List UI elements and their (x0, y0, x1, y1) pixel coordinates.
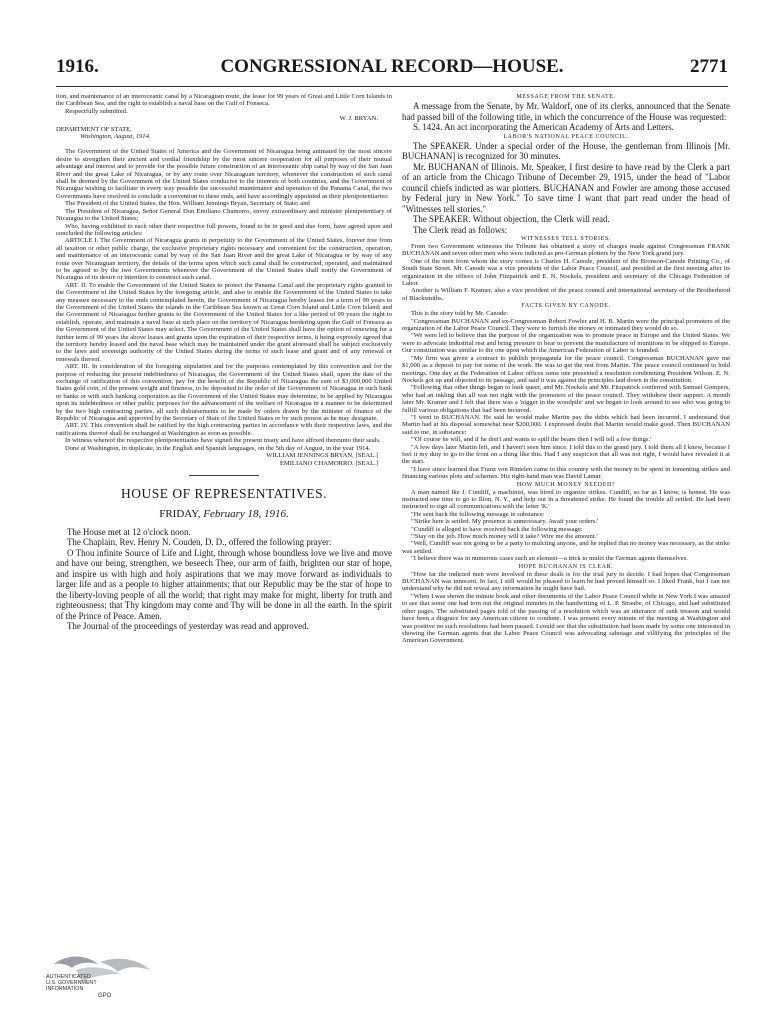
right-column (402, 93, 730, 963)
year: 1916. (56, 56, 99, 77)
facts-paragraph: "Following that other things began to look queer, and Mr. Nockels and Mr. Fitzpatrick conferred with Samuel Gompers, who had an inkling that all was not right with the promoters of the peace council. They withdrew their support. A month later Mr. Kramer and I felt that there was a 'nigger in the woodpile' and we began to look around to see who was going to fulfill various obligations that had been incurred. (402, 384, 730, 414)
heading-facts: FACTS GIVEN BY CANODE. (521, 303, 611, 310)
header-rule (56, 86, 728, 87)
treaty-paragraph: The President of Nicaragua, Señor General Don Emiliano Chamorro, envoy extraordinary and minister plenipotentiary of Nicaragua to the United States; (56, 207, 392, 223)
buchanan-statement: Mr. BUCHANAN of Illinois. Mr. Speaker, I first desire to have read by the Clerk a part of an article from the Chicago Tribune of December 29, 1915, under the head of "Labor council chiefs indicted as war plotters. BUCHANAN and Fowler are among those accused by Federal jury in New York." To save time I want that part read under the head of "Witnesses tell stories." (402, 161, 730, 214)
money-paragraph: "I believe there was in numerous cases such an element—a trick to mulct the German agents themselves. (411, 555, 688, 563)
running-head (56, 56, 728, 86)
facts-paragraph: "We were led to believe that the purpose of the organization was to promote peace in Europe and the United States. We were to advocate industrial rest and bring pressure to bear to prevent the manufacture of munitions to be shipped to Europe. Our constitution was similar to the one upon which the American Federation of Labor is founded. (402, 332, 730, 355)
signatures (56, 452, 392, 467)
section-divider (189, 475, 259, 476)
heading-labor-council: LABOR'S NATIONAL PEACE COUNCIL. (503, 133, 629, 140)
session-date-text: February 18, 1916. (203, 507, 289, 520)
department-date: Washington, August, 1914. (80, 133, 151, 141)
left-column (56, 93, 392, 963)
page-title: CONGRESSIONAL RECORD—HOUSE. (220, 56, 564, 77)
gpo-text (46, 974, 111, 999)
gpo-text-line: U.S. GOVERNMENT (46, 980, 97, 987)
speaker-objection: The SPEAKER. Without objection, the Clerk will read. (413, 214, 610, 224)
signature-chamorro: EMILIANO CHAMORRO. [SEAL.] (279, 459, 378, 467)
session-day: FRIDAY, (159, 507, 201, 520)
treaty-paragraph: The President of the United States, the Hon. William Jennings Bryan, Secretary of State; and (65, 200, 310, 208)
facts-paragraph: "I went to BUCHANAN. He said he would make Martin pay the debts which had been incurred. I understand that Martin had at his disposal somewhat near $200,000. I expressed doubt that Martin would make good. Then BUCHANAN said to me, in substance: (402, 413, 730, 436)
heading-clear: HOPE BUCHANAN IS CLEAR. (518, 563, 614, 570)
facts-paragraph: "'Of course he will, and if he don't and wants to spill the beans then I will tell a few things.' (411, 436, 652, 444)
session-date (56, 508, 392, 520)
signature-bryan: WILLIAM JENNINGS BRYAN, [SEAL.] (266, 452, 378, 460)
money-paragraph: "'Strike here is settled. My presence is unnecessary. Await your orders.' (411, 518, 599, 526)
money-paragraph: A man named Ike J. Cundiff, a machinist, was hired to organize strikes. Cundiff, so far as I know, is honest. He was instructed one time to go to Ilion, N. Y., and help out in a threatened strike. He found the trouble all settled. He had been instructed to sign all communications with the letter 'K.' (402, 488, 730, 511)
gpo-authentication-seal (46, 952, 166, 1016)
treaty-paragraph: Who, having exhibited to each other their respective full powers, found to be in good and due form, have agreed upon and concluded the following articles: (56, 222, 392, 237)
facts-paragraph: "I have since learned that Franz von Rintelen came to this country with the money to be spent in fomenting strikes and financing various plots and schemes. His right-hand man was David Lamar. (402, 465, 730, 481)
treaty-paragraph: The Government of the United States of America and the Government of Nicaragua being animated by the most sincere desire to strengthen their ancient and cordial friendship by the most sincere cooperation for all purposes of their mutual advantage and interest and to provide for the possible future construction of an interoceanic ship canal by way of the San Juan River and the great Lake of Nicaragua, or by any route over Nicaraguan territory, whenever the construction of such canal shall be deemed by the Government of the United States conducive to the interests of both countries, and the Government of Nicaragua wishing to facilitate in every way possible the successful maintenance and operation of the Panama Canal, the two Governments have resolved to conclude a convention to these ends, and have accordingly appointed as their plenipotentiaries: (56, 148, 392, 200)
money-paragraph: "'Stay on the job. How much money will it take? Wire me the amount.' (411, 533, 598, 541)
clear-paragraph: "When I was shown the minute book and other documents of the Labor Peace Council while in New York I was amazed to see that some one had torn out the original minutes in the handwriting of L. P. Straube, of Chicago, and had substituted other pages. The substituted pages told of the passing of a resolution which was an utterance of rank treason and would have been a disgrace for any American citizen to condone. I was present every minute of the meeting at Washington and was positive no such resolutions had been passed. I could see that the substitution had been made by some one interested in showing the German agents that the Labor Peace Council was advocating sabotage and villifying the principles of the American Government. (402, 592, 730, 645)
treaty-paragraph: In witness whereof the respective plenipotentiaries have signed the present treaty and have affixed thereunto their seals. (65, 437, 381, 445)
signer: W. J. BRYAN. (339, 115, 378, 123)
facts-paragraph: "Congressman BUCHANAN and ex-Congressman Robert Fowler and H. B. Martin were the principal promoters of the organization of the Labor Peace Council. They were to furnish the money or intimated they would do so. (402, 317, 730, 333)
facts-paragraph: "My firm was given a contract to publish propaganda for the peace council. Congressman BUCHANAN gave me $1,000 as a deposit to pay for some of the work. He was to get the rest from Martin. The peace council continued to hold meetings. One day at the Federation of Labor offices some one presented a resolution condemning President Wilson. E. N. Nockels got up and objected to its passage, and said it was against the principles laid down in the constitution. (402, 354, 730, 384)
speaker-recognition: The SPEAKER. Under a special order of the House, the gentleman from Illinois [Mr. BUCHANAN] is recognized for 30 minutes. (402, 140, 730, 161)
treaty-article-3: ART. III. In consideration of the foregoing stipulation and for the purposes contemplated by this convention and for the purpose of reducing the present indebtedness of Nicaragua, the Government of the United States shall, upon the date of the exchange of ratification of this convention, pay for the benefit of the Republic of Nicaragua the sum of $3,000,000 United States gold coin, of the present weight and fineness, to be deposited to the order of the Government of Nicaragua in such bank or banks or with such banking corporation as the Government of the United States may determine, to be applied by Nicaragua upon its indebtedness or other public purposes for the advancement of the welfare of Nicaragua in a manner to be determined by the two high contracting parties, all such disbursements to be made by orders drawn by the minister of finance of the Republic of Nicaragua and approved by the Secretary of State of the United States or by such person as he may designate. (56, 363, 392, 423)
heading-money: HOW MUCH MONEY NEEDED? (516, 481, 616, 488)
heading-senate-message: MESSAGE FROM THE SENATE. (516, 94, 616, 100)
treaty-article-2: ART. II. To enable the Government of the United States to protect the Panama Canal and the proprietary rights granted to the Government of the United States by the foregoing article, and also to enable the Government of the United States to take any measure necessary to the ends contemplated herein, the Government of Nicaragua hereby leases for a term of 99 years to the Government of the United States the islands in the Caribbean Sea known as Great Corn Island and Little Corn Island; and the Government of Nicaragua further grants to the Government of the United States for a like period of 99 years the right to establish, operate, and maintain a naval base at such place on the territory of Nicaragua bordering upon the Gulf of Fonseca as the Government of the United States may select. The Government of the United States shall have the option of renewing for a further term of 99 years the above leases and grants upon the expiration of their respective terms, it being expressly agreed that the territory hereby leased and the naval base which may be maintained under the grant aforesaid shall be subject exclusively to the laws and sovereign authority of the United States during the terms of such lease and grant and of any renewal or renewals thereof. (56, 281, 392, 363)
money-paragraph: "He sent back the following message in substance: (411, 510, 545, 518)
intro-paragraph: tion, and maintenance of an interoceanic canal by a Nicaraguan route, the lease for 99 years of Great and Little Corn Islands in the Caribbean Sea, and the right to establish a naval base on the Gulf of Fonseca. (56, 93, 392, 108)
clerk-read: The Clerk read as follows: (413, 224, 508, 235)
money-paragraph: "Well, Cundiff was not going to be a party to mulcting anyone, and he replied that no money was necessary, as the strike was settled. (402, 540, 730, 555)
clear-paragraph: "How far the indicted men were involved in these deals is for the trial jury to decide. I had hopes that Congressman BUCHANAN was innocent. In fact, I still would be pleased to learn he had proved himself so. I liked Frank, but I can not understand why he did not reveal any information he might have had. (402, 570, 730, 593)
house-met: The House met at 12 o'clock noon. (67, 526, 191, 537)
gpo-text-line: AUTHENTICATED (46, 974, 91, 980)
witness-paragraph: One of the men from whom the story comes is Charles H. Canode, president of the Bronson-Canode Printing Co., of South State Street. Mr. Canode was a vice president of the Labor Peace Council, and presided at the first meeting after its organization in the offices of John Fitzpatrick and E. N. Nockels, president and secretary of the Chicago Federation of Labor. (402, 257, 730, 288)
treaty-paragraph: Done at Washington, in duplicate, in the English and Spanish languages, on the 5th day of August, in the year 1914. (65, 444, 371, 452)
chaplain-line: The Chaplain, Rev. Henry N. Couden, D. D., offered the following prayer: (67, 537, 332, 548)
prayer: O Thou infinite Source of Life and Light, through whose boundless love we live and move and have our being, strengthen, we beseech Thee, our arm of faith, brighten our star of hope, and inspire us with high and holy aspirations that we may move forward as individuals to larger life and as a people to higher attainments; that our Republic may be the star of hope to the liberty-loving people of all the world; that right may make for might, liberty for truth and righteousness; that Thy kingdom may come and Thy will be done in all the earth. In the spirit of the Prince of Peace. Amen. (56, 547, 392, 621)
treaty-article-4: ART. IV. This convention shall be ratified by the high contracting parties in accordance with their respective laws, and the ratifications thereof shall be exchanged at Washington as soon as possible. (56, 422, 392, 437)
bill-line: S. 1424. An act incorporating the American Academy of Arts and Letters. (413, 122, 674, 132)
senate-message: A message from the Senate, by Mr. Waldorf, one of its clerks, announced that the Senate had passed bill of the following title, in which the concurrence of the House was requested: (402, 101, 730, 122)
treaty-article-1: ARTICLE I. The Government of Nicaragua grants in perpetuity to the Government of the United States, forever free from all taxation or other public charge, the exclusive proprietary rights necessary and convenient for the construction, operation, and maintenance of an interoceanic canal by way of the San Juan River and the great Lake of Nicaragua or by way of any route over Nicaraguan territory, the details of the terms upon which such canal shall be constructed, operated, and maintained to be agreed to by the two Governments whenever the Government of the United States shall notify the Government of Nicaragua of its desire or intention to construct such canal. (56, 237, 392, 282)
witness-paragraph: Another is William F. Kramer, also a vice president of the peace council and international secretary of the Brotherhood of Blacksmiths. (402, 287, 730, 302)
department: DEPARTMENT OF STATE, (56, 125, 132, 133)
respect-line: Respectfully submitted. (65, 107, 128, 115)
journal-approved: The Journal of the proceedings of yesterday was read and approved. (67, 621, 309, 632)
gpo-mark: GPO (98, 992, 112, 999)
heading-witnesses: WITNESSES TELL STORIES. (521, 236, 611, 242)
money-paragraph: "Cundiff is alleged to have received back the following message: (411, 525, 583, 533)
house-heading: HOUSE OF REPRESENTATIVES. (120, 485, 328, 501)
witness-paragraph: From two Government witnesses the Tribune has obtained a story of charges made against Congressman FRANK BUCHANAN and seven other men who were indicted as pro-German plotters by the New York grand jury. (402, 243, 730, 258)
facts-paragraph: "A few days later Martin left, and I haven't seen him since. I told this to the grand jury. I told them all I knew, because I feel it my duty to go to the front on a thing like this. Had I any suspicion that all was not right, I would have revealed it at the start. (402, 443, 730, 466)
page-number: 2771 (690, 56, 728, 77)
facts-paragraph: This is the story told by Mr. Canode: (411, 310, 509, 318)
gpo-text-line: INFORMATION (46, 986, 84, 993)
